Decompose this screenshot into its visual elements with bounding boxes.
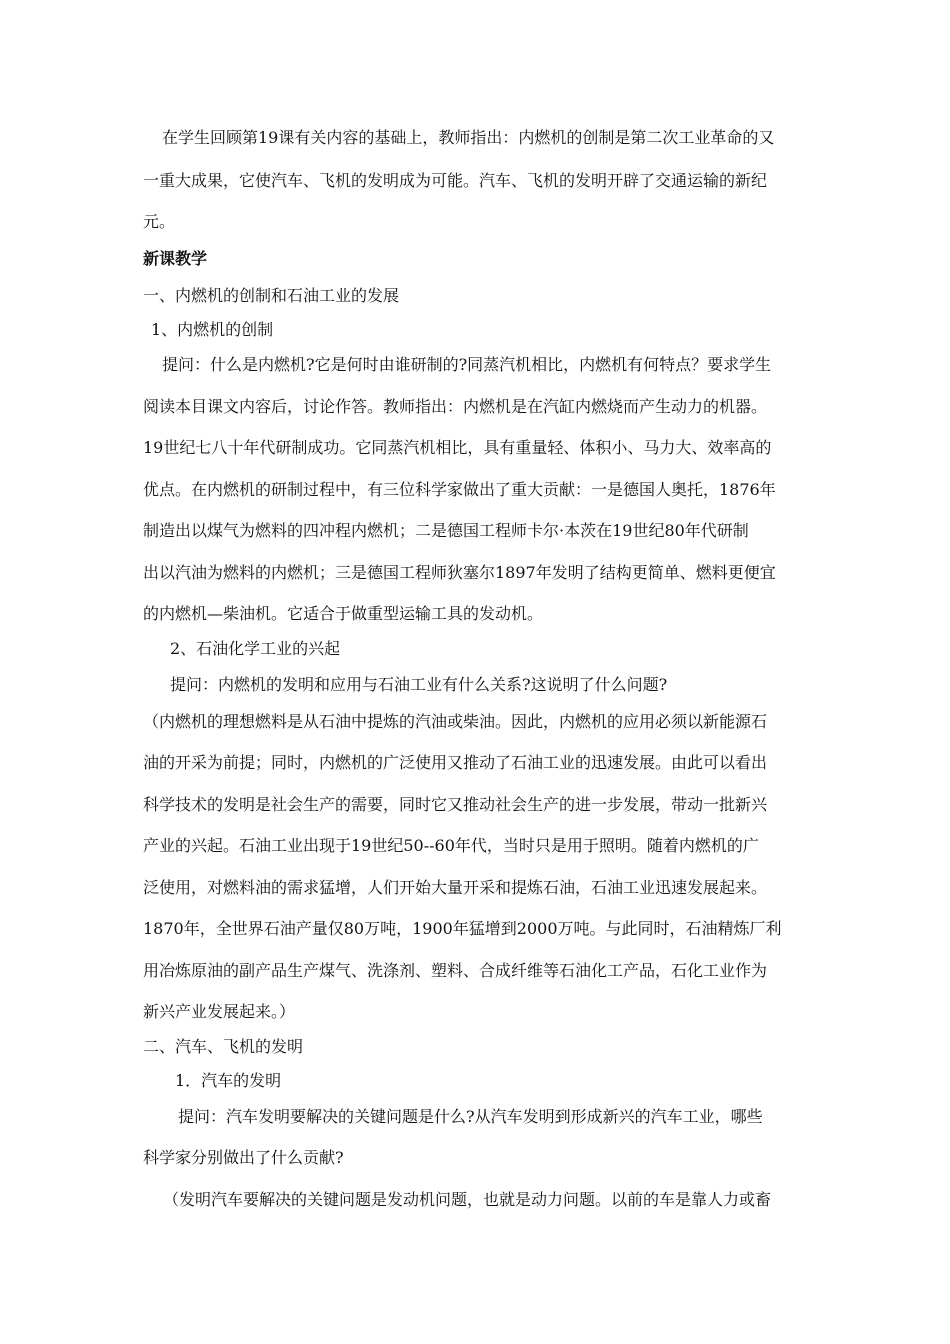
part1-sub1-line-5: 制造出以煤气为燃料的四冲程内燃机；二是德国工程师卡尔·本茨在19世纪80年代研制 [143, 521, 749, 540]
part1-sub2-question: 提问：内燃机的发明和应用与石油工业有什么关系?这说明了什么问题? [170, 675, 668, 694]
part1-sub1-line-2: 阅读本目课文内容后，讨论作答。教师指出：内燃机是在汽缸内燃烧而产生动力的机器。 [143, 397, 768, 416]
part1-sub1-line-7: 的内燃机—柴油机。它适合于做重型运输工具的发动机。 [143, 604, 544, 623]
part2-sub1-line-1: 提问：汽车发明要解决的关键问题是什么?从汽车发明到形成新兴的汽车工业，哪些 [178, 1107, 763, 1126]
section-title: 新课教学 [143, 249, 208, 268]
part1-sub2-line-6: 1870年，全世界石油产量仅80万吨，1900年猛增到2000万吨。与此同时，石油精炼厂利 [143, 919, 782, 938]
part1-sub2-line-8: 新兴产业发展起来。） [143, 1002, 296, 1021]
part1-sub2-line-7: 用冶炼原油的副产品生产煤气、洗涤剂、塑料、合成纤维等石油化工产品，石化工业作为 [143, 961, 768, 980]
part1-sub1-line-1: 提问：什么是内燃机?它是何时由谁研制的?同蒸汽机相比，内燃机有何特点？要求学生 [162, 355, 772, 374]
part1-sub1-line-4: 优点。在内燃机的研制过程中，有三位科学家做出了重大贡献：一是德国人奥托，1876年 [143, 480, 776, 499]
intro-line-1: 在学生回顾第19课有关内容的基础上，教师指出：内燃机的创制是第二次工业革命的又 [162, 128, 775, 147]
part1-sub2-heading: 2、石油化学工业的兴起 [170, 639, 341, 658]
part2-sub1-line-2: 科学家分别做出了什么贡献? [143, 1148, 344, 1167]
intro-line-2: 一重大成果，它使汽车、飞机的发明成为可能。汽车、飞机的发明开辟了交通运输的新纪 [143, 171, 768, 190]
part1-sub2-line-2: 油的开采为前提；同时，内燃机的广泛使用又推动了石油工业的迅速发展。由此可以看出 [143, 753, 768, 772]
part1-heading: 一、内燃机的创制和石油工业的发展 [143, 286, 400, 305]
intro-line-3: 元。 [143, 212, 176, 231]
part1-sub1-heading: 1、内燃机的创制 [151, 320, 274, 339]
part1-sub2-line-3: 科学技术的发明是社会生产的需要，同时它又推动社会生产的进一步发展，带动一批新兴 [143, 795, 768, 814]
part1-sub1-line-6: 出以汽油为燃料的内燃机；三是德国工程师狄塞尔1897年发明了结构更简单、燃料更便宜 [143, 563, 776, 582]
part1-sub2-line-1: （内燃机的理想燃料是从石油中提炼的汽油或柴油。因此，内燃机的应用必须以新能源石 [143, 712, 768, 731]
part2-sub1-heading: 1．汽车的发明 [175, 1071, 282, 1090]
part1-sub1-line-3: 19世纪七八十年代研制成功。它同蒸汽机相比，具有重量轻、体积小、马力大、效率高的 [143, 438, 772, 457]
part2-sub1-line-3: （发明汽车要解决的关键问题是发动机问题，也就是动力问题。以前的车是靠人力或畜 [163, 1190, 772, 1209]
part1-sub2-line-4: 产业的兴起。石油工业出现于19世纪50--60年代，当时只是用于照明。随着内燃机的广 [143, 836, 759, 855]
part1-sub2-line-5: 泛使用，对燃料油的需求猛增，人们开始大量开采和提炼石油，石油工业迅速发展起来。 [143, 878, 768, 897]
part2-heading: 二、汽车、飞机的发明 [143, 1037, 304, 1056]
